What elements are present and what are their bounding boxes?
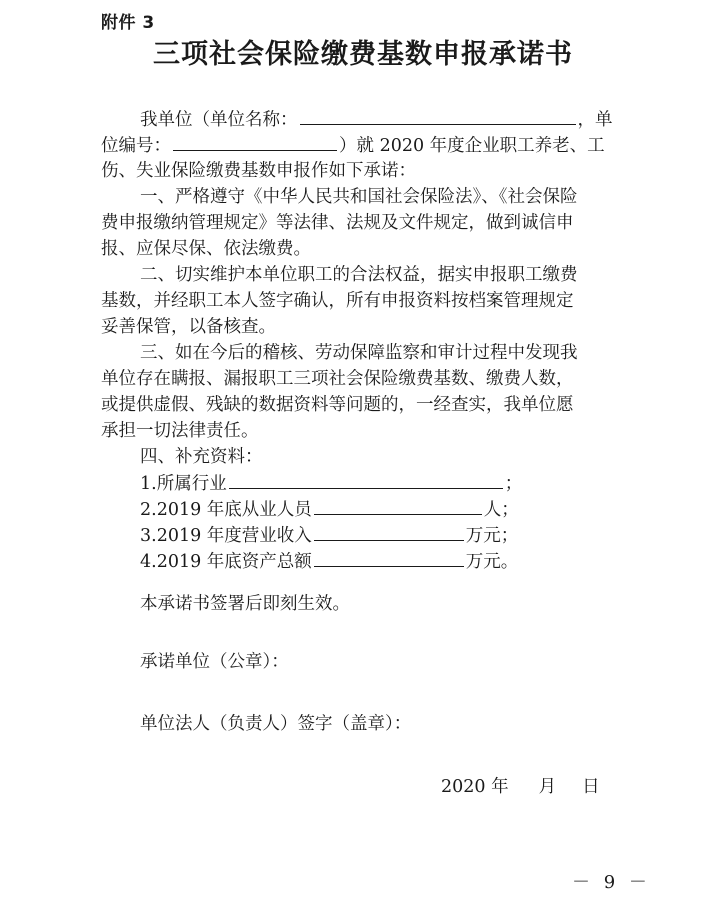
p3-line-1: 三、如在今后的稽核、劳动保障监察和审计过程中发现我 bbox=[140, 343, 578, 363]
page-number: － 9 － bbox=[572, 872, 651, 893]
item-label: 4.2019 年底资产总额 bbox=[140, 552, 312, 572]
unit-number-blank[interactable] bbox=[173, 133, 337, 151]
intro-text: ）就 2020 年度企业职工养老、工 bbox=[339, 136, 605, 156]
p3-line-3: 或提供虚假、残缺的数据资料等问题的，一经查实，我单位愿 bbox=[101, 395, 574, 415]
supplement-item-industry bbox=[140, 471, 522, 496]
p1-line-3: 报、应保尽保、依法缴费。 bbox=[101, 239, 311, 259]
item-label: 2.2019 年底从业人员 bbox=[140, 500, 312, 520]
item-suffix: ； bbox=[504, 474, 523, 494]
item-suffix: 万元。 bbox=[465, 552, 519, 572]
employees-blank[interactable] bbox=[314, 497, 482, 515]
attachment-label: 附件 3 bbox=[101, 13, 155, 33]
p1-line-2: 费申报缴纳管理规定》等法律、法规及文件规定，做到诚信申 bbox=[101, 213, 574, 233]
p2-line-1: 二、切实维护本单位职工的合法权益，据实申报职工缴费 bbox=[140, 265, 578, 285]
revenue-blank[interactable] bbox=[314, 523, 464, 541]
intro-text: 我单位（单位名称： bbox=[140, 110, 298, 130]
p2-line-2: 基数，并经职工本人签字确认，所有申报资料按档案管理规定 bbox=[101, 291, 574, 311]
effective-statement: 本承诺书签署后即刻生效。 bbox=[140, 594, 350, 614]
date-year: 2020 年 bbox=[441, 777, 509, 797]
document-title: 三项社会保险缴费基数申报承诺书 bbox=[153, 39, 573, 70]
item-label: 3.2019 年度营业收入 bbox=[140, 526, 312, 546]
intro-text: 位编号： bbox=[101, 136, 171, 156]
item-label: 1.所属行业 bbox=[140, 474, 227, 494]
intro-line-1 bbox=[140, 107, 613, 132]
p4-heading: 四、补充资料： bbox=[140, 447, 263, 467]
p1-line-1: 一、严格遵守《中华人民共和国社会保险法》、《社会保险 bbox=[140, 187, 578, 207]
p2-line-3: 妥善保管，以备核查。 bbox=[101, 317, 276, 337]
assets-blank[interactable] bbox=[314, 549, 464, 567]
sign-unit-label: 承诺单位（公章）： bbox=[140, 652, 289, 672]
p3-line-2: 单位存在瞒报、漏报职工三项社会保险缴费基数、缴费人数， bbox=[101, 369, 574, 389]
item-suffix: 人； bbox=[483, 500, 519, 520]
item-suffix: 万元； bbox=[465, 526, 519, 546]
supplement-item-assets bbox=[140, 549, 518, 574]
unit-name-blank[interactable] bbox=[300, 107, 576, 125]
sign-legal-label: 单位法人（负责人）签字（盖章）： bbox=[140, 714, 412, 734]
date-day: 日 bbox=[582, 777, 600, 797]
p3-line-4: 承担一切法律责任。 bbox=[101, 421, 259, 441]
intro-line-2 bbox=[101, 133, 605, 158]
industry-blank[interactable] bbox=[229, 471, 503, 489]
intro-line-3: 伤、失业保险缴费基数申报作如下承诺： bbox=[101, 161, 416, 181]
supplement-item-employees bbox=[140, 497, 519, 522]
date-month: 月 bbox=[538, 777, 557, 797]
supplement-item-revenue bbox=[140, 523, 518, 548]
intro-text: ，单 bbox=[577, 110, 613, 130]
date-line bbox=[441, 775, 600, 799]
